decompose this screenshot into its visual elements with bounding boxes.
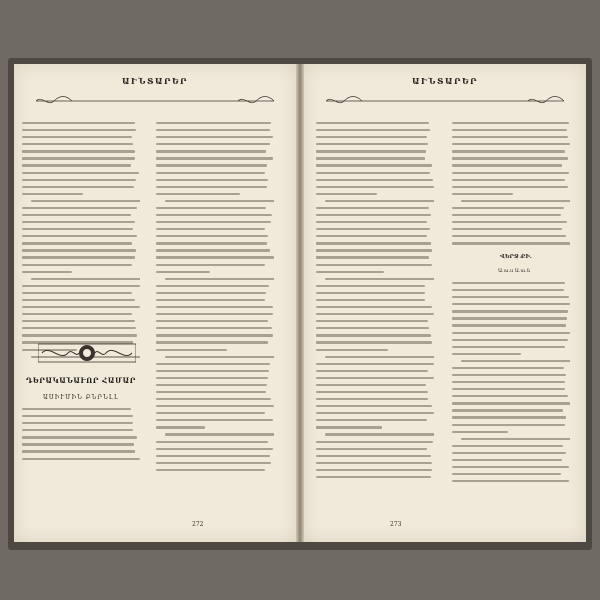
text-line (165, 278, 274, 280)
text-line (156, 256, 274, 258)
text-line (31, 278, 140, 280)
text-line (156, 228, 265, 230)
text-line (316, 228, 430, 230)
text-line (452, 339, 568, 341)
text-line (22, 436, 137, 438)
text-line (22, 157, 135, 159)
text-line (156, 264, 265, 266)
text-line (316, 327, 429, 329)
text-line (156, 129, 270, 131)
text-line (156, 320, 268, 322)
text-line (452, 367, 564, 369)
text-line (22, 285, 140, 287)
text-line (22, 193, 83, 195)
right-column-2-top (452, 122, 570, 248)
text-line (156, 469, 265, 471)
text-line (156, 384, 267, 386)
text-line (316, 469, 432, 471)
text-line (156, 122, 271, 124)
text-line (22, 334, 137, 336)
text-line (22, 150, 135, 152)
text-line (316, 256, 429, 258)
text-line (316, 193, 377, 195)
text-line (22, 221, 135, 223)
text-line (316, 419, 427, 421)
text-line (22, 313, 132, 315)
text-line (452, 186, 568, 188)
text-line (156, 249, 270, 251)
right-page (304, 64, 586, 542)
text-line (156, 377, 268, 379)
text-line (156, 299, 265, 301)
text-line (156, 313, 273, 315)
text-line (452, 228, 562, 230)
text-line (156, 207, 266, 209)
text-line (461, 438, 570, 440)
text-line (156, 150, 266, 152)
text-line (316, 462, 432, 464)
text-line (316, 235, 427, 237)
text-line (316, 136, 427, 138)
text-line (316, 242, 431, 244)
text-line (316, 363, 434, 365)
author-signature: Ա.ա.ս Ա.ա.ն (498, 268, 530, 274)
text-line (316, 313, 434, 315)
text-line (452, 388, 565, 390)
text-line (452, 122, 569, 124)
text-line (452, 172, 569, 174)
text-line (22, 306, 140, 308)
text-line (452, 136, 568, 138)
section-subtitle: ԱՍԻՒՄԻՆ ԲՆՐՆԼԼ (42, 394, 119, 401)
text-line (156, 221, 271, 223)
text-line (461, 200, 570, 202)
text-line (156, 455, 270, 457)
text-line (156, 363, 270, 365)
text-line (316, 143, 428, 145)
text-line (22, 179, 136, 181)
text-line (316, 455, 431, 457)
right-page-running-title: ԱՒՆՏԱՐԵՐ (411, 76, 479, 86)
text-line (316, 292, 425, 294)
text-line (452, 179, 565, 181)
text-line (22, 327, 136, 329)
text-line (452, 332, 570, 334)
text-line (156, 157, 273, 159)
left-page-running-title: ԱՒՆՏԱՐԵՐ (121, 76, 189, 86)
text-line (156, 419, 273, 421)
text-line (22, 249, 136, 251)
text-line (156, 398, 271, 400)
text-line (22, 271, 72, 273)
text-line (316, 377, 434, 379)
book-gutter (296, 64, 304, 542)
text-line (22, 172, 139, 174)
text-line (316, 172, 430, 174)
right-column-2-bottom (452, 282, 570, 482)
text-line (156, 391, 266, 393)
text-line (156, 448, 273, 450)
text-line (452, 129, 567, 131)
text-line (22, 143, 133, 145)
right-column-1 (316, 122, 434, 482)
text-line (452, 221, 567, 223)
text-line (22, 242, 132, 244)
text-line (156, 172, 265, 174)
text-line (452, 317, 567, 319)
text-line (452, 296, 569, 298)
text-line (156, 143, 270, 145)
text-line (22, 320, 135, 322)
text-line (22, 228, 133, 230)
right-header-ornament-icon (326, 94, 564, 108)
text-line (452, 207, 564, 209)
left-column-2 (156, 122, 274, 482)
text-line (22, 429, 133, 431)
text-line (156, 186, 267, 188)
text-line (316, 179, 433, 181)
text-line (452, 353, 521, 355)
text-line (452, 193, 513, 195)
left-header-ornament-icon (36, 94, 274, 108)
text-line (325, 433, 434, 435)
text-line (452, 282, 565, 284)
text-line (22, 299, 135, 301)
text-line (316, 157, 425, 159)
text-line (22, 450, 135, 452)
text-line (316, 441, 433, 443)
text-line (452, 289, 564, 291)
text-line (316, 349, 388, 351)
text-line (316, 405, 432, 407)
text-line (22, 422, 133, 424)
text-line (325, 356, 434, 358)
text-line (316, 476, 431, 478)
text-line (452, 310, 568, 312)
text-line (165, 433, 274, 435)
text-line (461, 360, 570, 362)
text-line (316, 285, 425, 287)
text-line (156, 370, 269, 372)
text-line (22, 256, 135, 258)
text-line (452, 480, 569, 482)
text-line (22, 136, 132, 138)
text-line (165, 200, 274, 202)
text-line (156, 271, 210, 273)
left-page (14, 64, 296, 542)
text-line (316, 164, 432, 166)
text-line (156, 341, 268, 343)
text-line (316, 186, 434, 188)
text-line (22, 214, 131, 216)
end-marker: ՎԵՐՋ ՔԻ. (500, 254, 532, 260)
decorative-vignette-icon (38, 338, 136, 368)
text-line (22, 264, 132, 266)
text-line (452, 242, 570, 244)
text-line (452, 303, 570, 305)
text-line (22, 415, 133, 417)
text-line (452, 381, 565, 383)
text-line (452, 473, 561, 475)
text-line (156, 193, 240, 195)
text-line (156, 327, 272, 329)
text-line (452, 445, 563, 447)
text-line (156, 306, 273, 308)
text-line (156, 242, 267, 244)
text-line (316, 384, 426, 386)
text-line (452, 324, 566, 326)
text-line (22, 207, 137, 209)
text-line (316, 334, 431, 336)
text-line (22, 235, 137, 237)
text-line (452, 402, 570, 404)
text-line (22, 164, 131, 166)
text-line (156, 334, 273, 336)
text-line (452, 235, 566, 237)
text-line (316, 221, 427, 223)
text-line (316, 391, 428, 393)
text-line (316, 370, 428, 372)
text-line (316, 299, 425, 301)
text-line (452, 424, 565, 426)
text-line (165, 356, 274, 358)
text-line (316, 249, 432, 251)
text-line (452, 466, 569, 468)
text-line (316, 214, 431, 216)
text-line (316, 320, 428, 322)
text-line (452, 164, 562, 166)
text-line (316, 207, 429, 209)
text-line (316, 426, 382, 428)
text-line (156, 164, 267, 166)
text-line (156, 426, 205, 428)
text-line (22, 186, 134, 188)
text-line (452, 416, 566, 418)
text-line (452, 431, 508, 433)
text-line (452, 150, 565, 152)
text-line (316, 448, 427, 450)
text-line (22, 129, 136, 131)
text-line (452, 459, 562, 461)
text-line (156, 462, 271, 464)
text-line (452, 452, 566, 454)
text-line (325, 200, 434, 202)
text-line (452, 374, 566, 376)
text-line (22, 122, 135, 124)
text-line (22, 443, 134, 445)
text-line (22, 408, 131, 410)
text-line (156, 179, 268, 181)
left-page-header (36, 72, 274, 116)
text-line (22, 458, 140, 460)
left-page-number: 272 (192, 521, 204, 528)
right-page-header (326, 72, 564, 116)
text-line (316, 306, 432, 308)
text-line (452, 395, 568, 397)
text-line (325, 278, 434, 280)
right-page-number: 273 (390, 521, 402, 528)
text-line (316, 122, 429, 124)
text-line (156, 214, 272, 216)
left-column-1-bottom (22, 408, 140, 468)
text-line (31, 200, 140, 202)
text-line (156, 412, 265, 414)
section-title: ԴԵՐԱԿԱՆԱՒՈՐ ՀԱՄԱՐ (25, 376, 137, 385)
text-line (452, 409, 563, 411)
text-line (156, 136, 273, 138)
text-line (316, 271, 384, 273)
text-line (316, 398, 428, 400)
text-line (316, 129, 430, 131)
text-line (452, 157, 568, 159)
text-line (316, 412, 434, 414)
text-line (22, 292, 132, 294)
text-line (156, 441, 268, 443)
text-line (316, 341, 432, 343)
text-line (316, 150, 426, 152)
text-line (156, 285, 269, 287)
text-line (452, 214, 561, 216)
text-line (156, 349, 227, 351)
text-line (452, 346, 565, 348)
text-line (452, 143, 570, 145)
text-line (156, 405, 274, 407)
text-line (316, 264, 432, 266)
text-line (156, 235, 268, 237)
text-line (156, 292, 266, 294)
